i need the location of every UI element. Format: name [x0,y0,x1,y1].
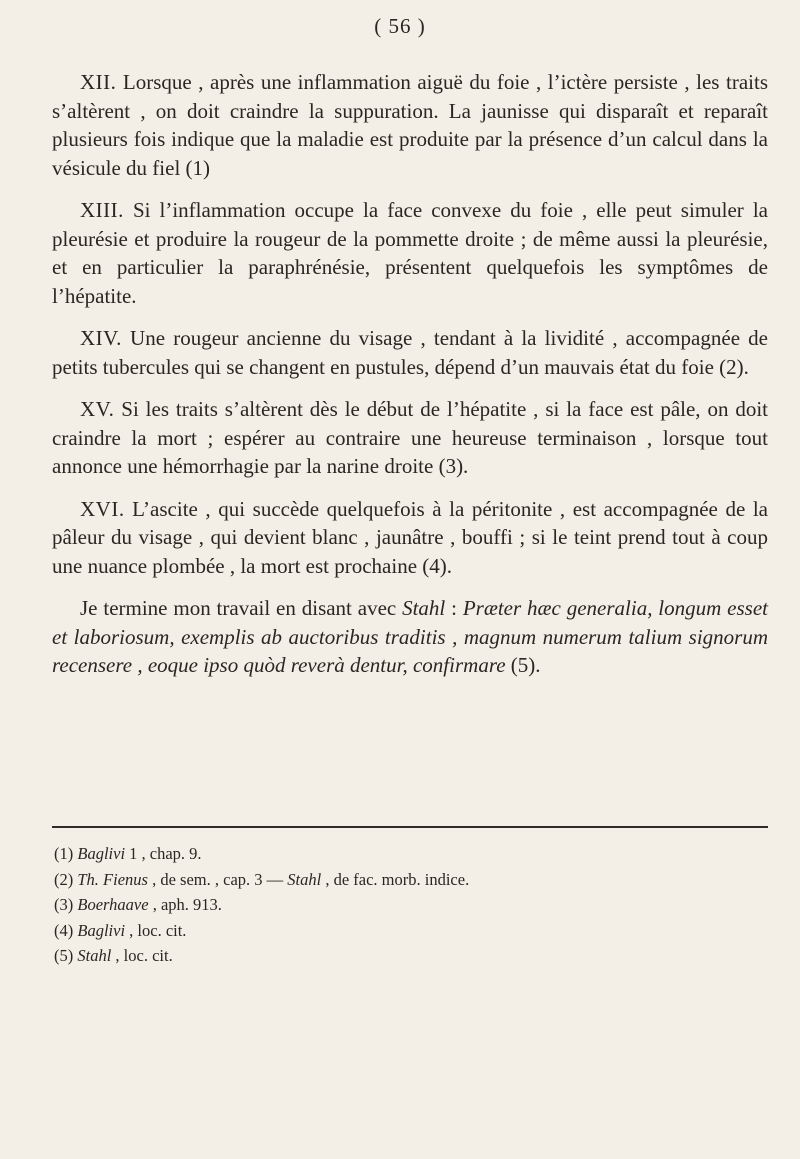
closing-ref: (5). [505,653,541,677]
footnote-author-secondary: Stahl [287,869,322,889]
footnote-text: , aph. 913. [148,895,222,914]
footnote-author: Boerhaave [77,895,149,914]
footnote-marker: (2) [54,869,74,889]
footnote-text-secondary: , de fac. morb. indice. [321,869,470,889]
footnote-marker: (5) [54,946,74,965]
main-text [52,68,768,680]
page-number: ( 56 ) [374,14,426,38]
paragraph-text: Lorsque , après une inflammation aiguë du foie , l’ictère persiste , les traits s’altèrent , on doit craindre la suppuration. La jaunisse qui disparaît et reparaît plusieurs fois indique que la maladie est produite par la présence d’un calcul dans la vésicule du fiel (1) [52,70,768,180]
footnote-1 [54,842,770,866]
paragraph-text: Si les traits s’altèrent dès le début de l’hépatite , si la face est pâle, on doit craindre la mort ; espérer au contraire une heureuse terminaison , lorsque tout annonce une hémorrhagie par la narine droite (3). [52,397,769,478]
paragraph-numeral: XII. [80,70,117,94]
footnote-4 [54,919,770,943]
closing-colon: : [445,596,463,620]
closing-author: Stahl [402,596,446,620]
footnote-divider [52,826,768,828]
footnotes [54,842,770,970]
footnote-5 [54,944,770,968]
footnote-author: Baglivi [77,920,126,940]
footnote-author: Th. Fienus [77,869,148,889]
footnote-marker: (3) [54,895,74,914]
closing-lead: Je termine mon travail en disant avec [80,596,403,620]
footnote-marker: (4) [54,920,74,940]
footnote-3 [54,893,770,917]
footnote-text: , de sem. , cap. 3 — [147,869,288,889]
footnote-text: , loc. cit. [111,946,173,965]
latin-quote: Præter hæc generalia, longum esset et laboriosum, exemplis ab auctoribus traditis , magnum numerum talium signorum recensere , eoque ipso quòd reverà dentur, confirmare [52,596,768,677]
paragraph-text: Une rougeur ancienne du visage , tendant à la lividité , accompagnée de petits tubercules qui se changent en pustules, dépend d’un mauvais état du foie (2). [52,326,768,379]
paragraph-xiv [52,324,768,381]
paragraph-numeral: XVI. [80,496,125,521]
paragraph-xv [52,395,768,481]
paragraph-xvi [52,495,768,581]
footnote-text: 1 , chap. 9. [125,844,202,863]
footnote-2 [54,868,770,892]
paragraph-text: Si l’inflammation occupe la face convexe du foie , elle peut simuler la pleurésie et produire la rougeur de la pommette droite ; de même aussi la pleurésie, et en particulier la paraphrénésie, présentent quelquefois les symptômes de l’hépatite. [52,198,769,308]
footnote-author: Baglivi [77,844,126,863]
paragraph-numeral: XIII. [80,198,124,222]
footnote-author: Stahl [77,946,112,965]
paragraph-text: L’ascite , qui succède quelquefois à la péritonite , est accompagnée de la pâleur du visage , qui devient blanc , jaunâtre , bouffi ; si le teint prend tout à coup une nuance plombée , la mort est prochaine (4). [52,496,768,578]
paragraph-xiii [52,196,768,310]
paragraph-numeral: XIV. [80,326,122,350]
paragraph-xii [52,68,768,182]
footnote-text: , loc. cit. [125,920,187,940]
closing-paragraph [52,594,768,680]
paragraph-numeral: XV. [80,397,115,421]
footnote-marker: (1) [54,844,74,863]
